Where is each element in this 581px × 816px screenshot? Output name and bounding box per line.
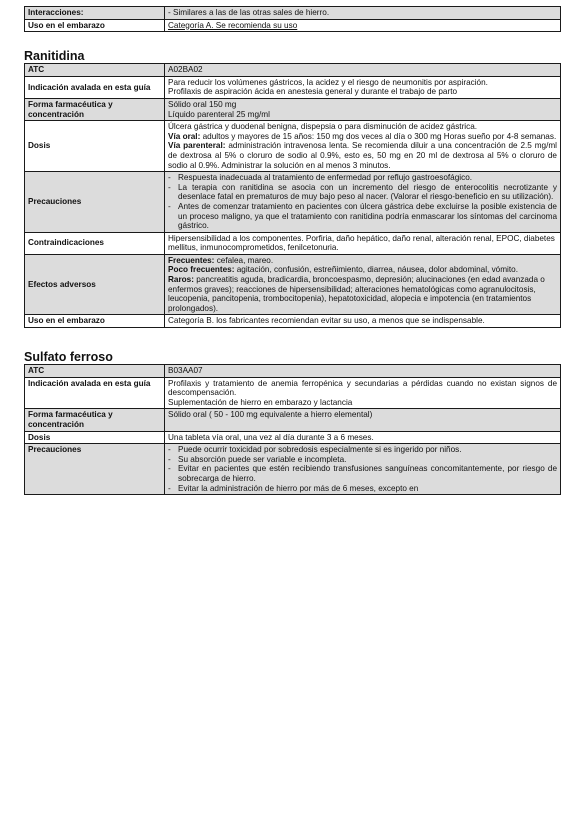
- row-value: - Similares a las de las otras sales de hierro.: [165, 7, 561, 20]
- row-value: [165, 377, 561, 409]
- row-value: [165, 444, 561, 495]
- text-span: cefalea, mareo.: [214, 255, 274, 265]
- list-item: - Antes de comenzar tratamiento en pacientes con úlcera gástrica debe excluirse la posible existencia de un proceso maligno, ya que el tratamiento con ranitidina podría enmascarar los síntomas del carcinoma gástrico.: [168, 201, 557, 231]
- document-page: [24, 6, 561, 495]
- row-value: Categoría A. Se recomienda su uso: [165, 19, 561, 32]
- table-row: [25, 232, 561, 254]
- row-value: A02BA02: [165, 64, 561, 77]
- sulfato-table: [24, 364, 561, 495]
- row-value: [165, 76, 561, 98]
- list-item-text: Evitar la administración de hierro por más de 6 meses, excepto en: [178, 483, 419, 493]
- row-label: Precauciones: [25, 444, 165, 495]
- bold-label: Frecuentes:: [168, 255, 215, 265]
- text-line: Líquido parenteral 25 mg/ml: [168, 109, 270, 119]
- text-span: administración intravenosa lenta. Se recomienda diluir a una concentración de 2.5 mg/ml de dextrosa al 5% o cloruro de sodio al 0.9%, esto es, 50 mg en 20 ml de dextrosa al 5% o cloruro de sodio al 0.9%. Administrar la solución en al menos 3 minutos.: [168, 141, 557, 170]
- table-row: [25, 98, 561, 120]
- text-line: [168, 256, 557, 266]
- text-line: [168, 132, 557, 142]
- list-item: - Su absorción puede ser variable e incompleta.: [168, 455, 557, 465]
- row-label: Forma farmacéutica y concentración: [25, 409, 165, 431]
- table-row: [25, 377, 561, 409]
- table-row: [25, 254, 561, 315]
- row-value: Categoría B. los fabricantes recomiendan evitar su uso, a menos que se indispensable.: [165, 315, 561, 328]
- table-row: [25, 409, 561, 431]
- table-row: [25, 19, 561, 32]
- list-item: - Evitar en pacientes que estén recibiendo transfusiones sanguíneas concomitantemente, por riesgo de sobrecarga de hierro.: [168, 464, 557, 483]
- list-item-text: Respuesta inadecuada al tratamiento de enfermedad por reflujo gastroesofágico.: [178, 173, 473, 183]
- row-label: Dosis: [25, 431, 165, 444]
- table-row: [25, 7, 561, 20]
- text-span: agitación, confusión, estreñimiento, diarrea, náusea, dolor abdominal, vómito.: [234, 265, 518, 275]
- section-title-ranitidina: Ranitidina: [24, 49, 85, 64]
- row-value: [165, 121, 561, 172]
- row-value: [165, 98, 561, 120]
- text-line: Profilaxis y tratamiento de anemia ferropénica y secundarias a pérdidas cuando no existan signos de descompensación.: [168, 378, 557, 398]
- table-row: [25, 315, 561, 328]
- table-row: [25, 365, 561, 378]
- table-row: [25, 121, 561, 172]
- row-value: Hipersensibilidad a los componentes. Porfiria, daño hepático, daño renal, alteración renal, EPOC, diabetes mellitus, inmunocomprometidos, fenilcetonuria.: [165, 232, 561, 254]
- row-label: Dosis: [25, 121, 165, 172]
- row-label: Precauciones: [25, 172, 165, 233]
- text-line: Profilaxis de aspiración ácida en anestesia general y durante el trabajo de parto: [168, 87, 458, 97]
- row-label: Indicación avalada en esta guía: [25, 76, 165, 98]
- row-label: Uso en el embarazo: [25, 315, 165, 328]
- bold-label: Vía oral:: [168, 131, 201, 141]
- table-row: [25, 76, 561, 98]
- table-row: [25, 431, 561, 444]
- list-item-text: Su absorción puede ser variable e incompleta.: [178, 454, 347, 464]
- text-line: Para reducir los volúmenes gástricos, la acidez y el riesgo de neumonitis por aspiración.: [168, 77, 488, 87]
- text-line: Úlcera gástrica y duodenal benigna, dispepsia o para disminución de acidez gástrica.: [168, 122, 478, 132]
- row-value: [165, 172, 561, 233]
- table-row: [25, 64, 561, 77]
- row-label: Forma farmacéutica y concentración: [25, 98, 165, 120]
- row-value: B03AA07: [165, 365, 561, 378]
- row-label: ATC: [25, 64, 165, 77]
- list-item: - Puede ocurrir toxicidad por sobredosis especialmente si es ingerido por niños.: [168, 445, 557, 455]
- row-label: ATC: [25, 365, 165, 378]
- list-item: - La terapia con ranitidina se asocia con un incremento del riesgo de enterocolitis necrotizante y desenlace fatal en prematuros de muy bajo peso al nacer. (Valorar el riesgo-beneficio en su utilización).: [168, 182, 557, 202]
- row-label: Efectos adversos: [25, 254, 165, 315]
- row-label: Indicación avalada en esta guía: [25, 377, 165, 409]
- text-line: [168, 275, 557, 313]
- list-item-text: Evitar en pacientes que estén recibiendo transfusiones sanguíneas concomitantemente, por riesgo de sobrecarga de hierro.: [178, 464, 557, 483]
- row-value: Una tableta vía oral, una vez al día durante 3 a 6 meses.: [165, 431, 561, 444]
- table-row: [25, 172, 561, 233]
- bold-label: Vía parenteral:: [168, 141, 226, 151]
- ranitidina-table: [24, 63, 561, 328]
- bold-label: Raros:: [168, 275, 194, 285]
- section-title-sulfato-ferroso: Sulfato ferroso: [24, 350, 113, 365]
- top-table: [24, 6, 561, 32]
- bold-label: Poco frecuentes:: [168, 265, 235, 275]
- list-item-text: Puede ocurrir toxicidad por sobredosis especialmente si es ingerido por niños.: [178, 445, 462, 455]
- row-label: Interacciones:: [25, 7, 165, 20]
- row-label: Uso en el embarazo: [25, 19, 165, 32]
- text-line: Suplementación de hierro en embarazo y lactancia: [168, 397, 353, 407]
- text-span: pancreatitis aguda, bradicardia, broncoespasmo, depresión; alucinaciones (en edad avanzada o enfermos graves); reacciones de hipersensibilidad; alteraciones hematológicas como agranulocitosis, leucopenia, pancitopenia, trombocitopenia), hepatotoxicidad, alopecia e impotencia (en tratamientos prolongados).: [168, 275, 545, 313]
- row-value: [165, 254, 561, 315]
- text-line: Sólido oral 150 mg: [168, 99, 237, 109]
- list-item: - Respuesta inadecuada al tratamiento de enfermedad por reflujo gastroesofágico.: [168, 173, 557, 183]
- list-item-text: La terapia con ranitidina se asocia con un incremento del riesgo de enterocolitis necrotizante y desenlace fatal en prematuros de muy bajo peso al nacer. (Valorar el riesgo-beneficio en su utilización).: [178, 182, 557, 202]
- row-label: Contraindicaciones: [25, 232, 165, 254]
- text-line: [168, 141, 557, 170]
- row-value: Sólido oral ( 50 - 100 mg equivalente a hierro elemental): [165, 409, 561, 431]
- text-line: [168, 265, 557, 275]
- table-row: [25, 444, 561, 495]
- text-span: adultos y mayores de 15 años: 150 mg dos veces al día o 300 mg Horas sueño por 4-8 semanas.: [200, 131, 557, 141]
- list-item-text: Antes de comenzar tratamiento en pacientes con úlcera gástrica debe excluirse la posible existencia de un proceso maligno, ya que el tratamiento con ranitidina podría enmascarar los síntomas del carcinoma gástrico.: [178, 201, 557, 231]
- list-item: - Evitar la administración de hierro por más de 6 meses, excepto en: [168, 484, 557, 494]
